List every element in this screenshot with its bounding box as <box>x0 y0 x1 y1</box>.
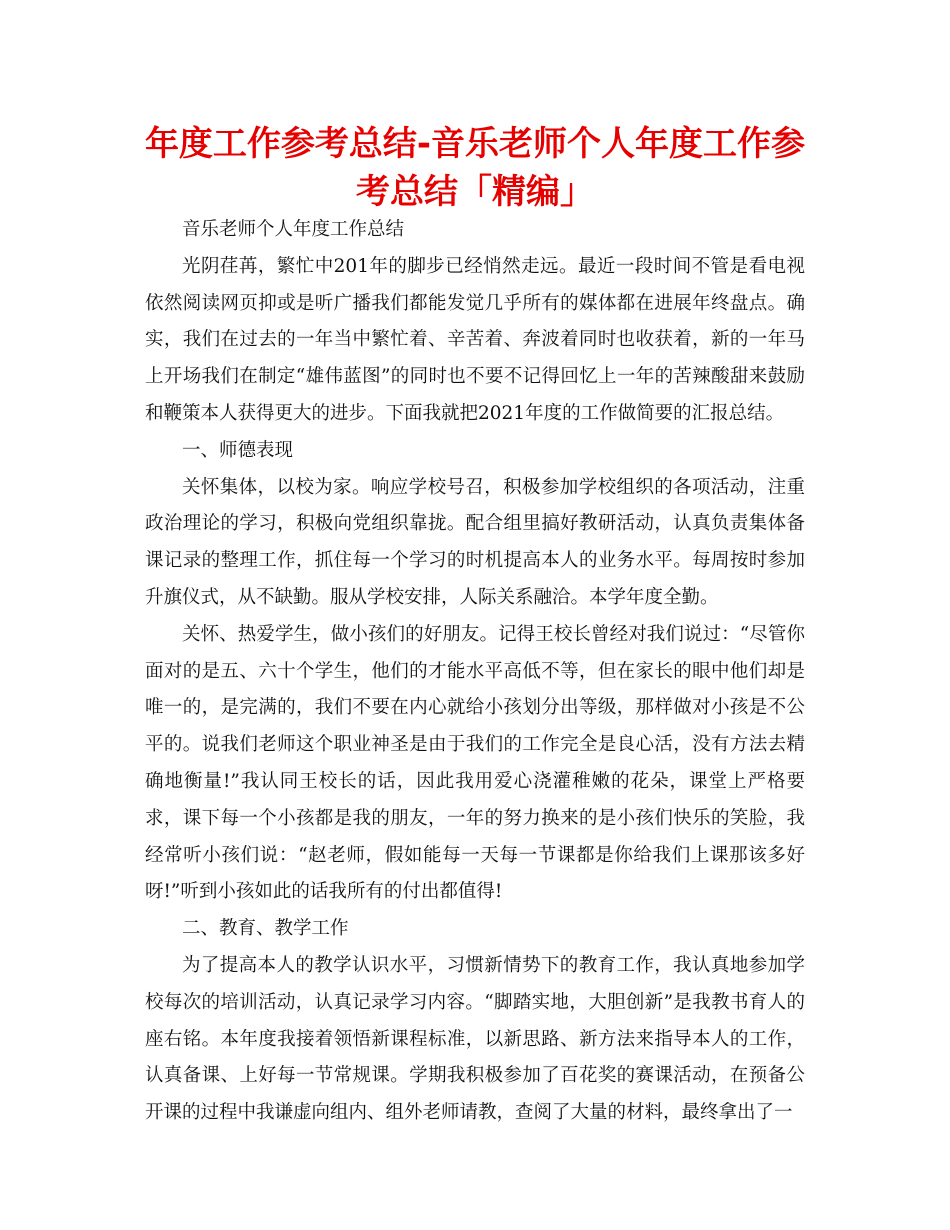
paragraph-ethics-2: 关怀、热爱学生，做小孩们的好朋友。记得王校长曾经对我们说过：“尽管你面对的是五、六十个学生，他们的才能水平高低不等，但在家长的眼中他们却是唯一的，是完满的，我们不要在内心就给小孩划分出等级，那样做对小孩是不公平的。说我们老师这个职业神圣是由于我们的工作完全是良心活，没有方法去精确地衡量!”我认同王校长的话，因此我用爱心浇灌稚嫩的花朵，课堂上严格要求，课下每一个小孩都是我的朋友，一年的努力换来的是小孩们快乐的笑脸，我经常听小孩们说：“赵老师，假如能每一天每一节课都是你给我们上课那该多好呀!”听到小孩如此的话我所有的付出都值得! <box>145 623 805 903</box>
paragraph-ethics-1: 关怀集体，以校为家。响应学校号召，积极参加学校组织的各项活动，注重政治理论的学习，积极向党组织靠拢。配合组里搞好教研活动，认真负责集体备课记录的整理工作，抓住每一个学习的时机提高本人的业务水平。每周按时参加升旗仪式，从不缺勤。服从学校安排，人际关系融洽。本学年度全勤。 <box>145 476 805 608</box>
section-heading-teaching: 二、教育、教学工作 <box>182 918 349 940</box>
document-title: 年度工作参考总结-音乐老师个人年度工作参考总结「精编」 <box>144 124 806 212</box>
document-body <box>145 212 805 1132</box>
paragraph-subtitle: 音乐老师个人年度工作总结 <box>182 219 405 240</box>
paragraph-intro: 光阴荏苒，繁忙中201年的脚步已经悄然走远。最近一段时间不管是看电视依然阅读网页抑或是听广播我们都能发觉几乎所有的媒体都在进展年终盘点。确实，我们在过去的一年当中繁忙着、辛苦着、奔波着同时也收获着，新的一年马上开场我们在制定“雄伟蓝图”的同时也不要不记得回忆上一年的苦辣酸甜来鼓励和鞭策本人获得更大的进步。下面我就把2021年度的工作做简要的汇报总结。 <box>145 255 805 424</box>
paragraph-teaching-1: 为了提高本人的教学认识水平，习惯新情势下的教育工作，我认真地参加学校每次的培训活动，认真记录学习内容。“脚踏实地，大胆创新”是我教书育人的座右铭。本年度我接着领悟新课程标准，以新思路、新方法来指导本人的工作，认真备课、上好每一节常规课。学期我积极参加了百花奖的赛课活动，在预备公开课的过程中我谦虚向组内、组外老师请教，查阅了大量的材料，最终拿出了一 <box>145 954 805 1124</box>
section-heading-ethics: 一、师德表现 <box>182 439 294 461</box>
